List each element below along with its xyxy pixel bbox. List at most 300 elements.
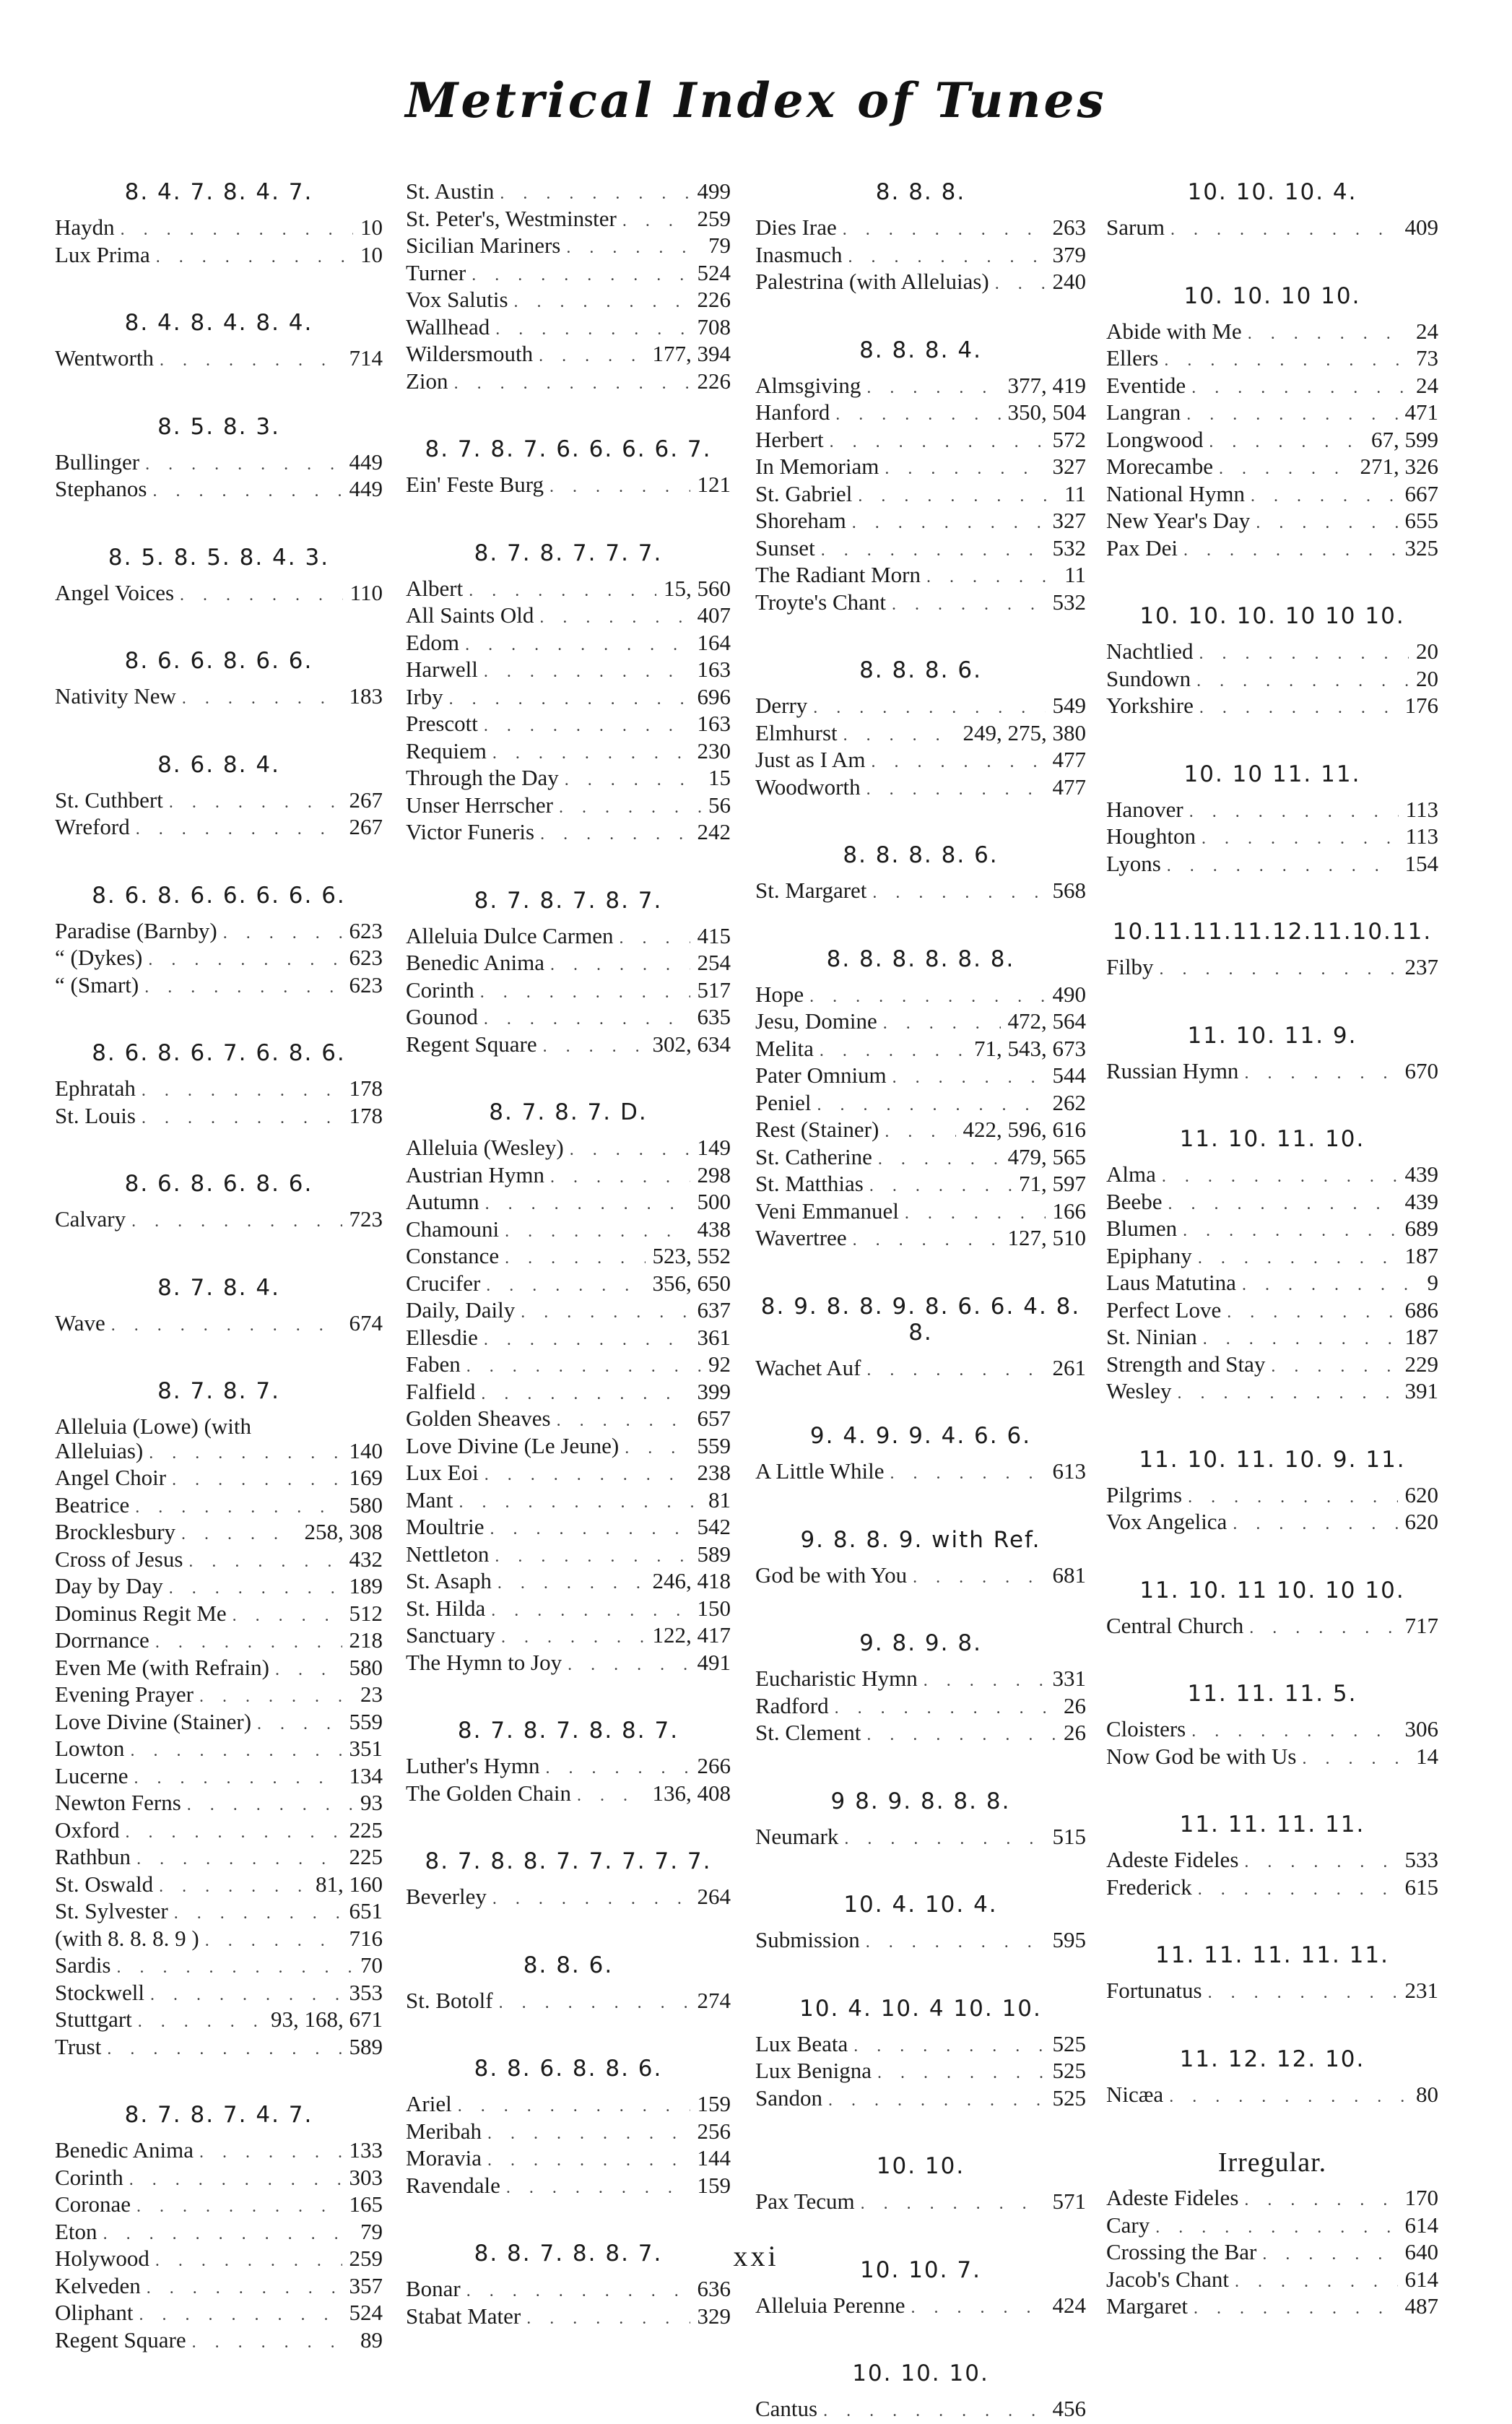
tune-name: A Little While [755, 1458, 885, 1484]
tune-entry [406, 2173, 731, 2201]
tune-entry [406, 2277, 731, 2304]
hymn-number: 532 [1052, 534, 1086, 560]
tune-name: Oxford [55, 1817, 120, 1843]
dot-leader [172, 1468, 342, 1493]
tune-entry [1106, 2213, 1438, 2241]
tune-name: Nachtlied [1106, 639, 1194, 664]
dot-leader [486, 1274, 645, 1299]
meter-section [1106, 1023, 1438, 1086]
hymn-number: 113 [1405, 823, 1438, 849]
tune-name: Dorrnance [55, 1627, 149, 1653]
dot-leader [550, 1166, 690, 1190]
meter-heading: 8. 7. 8. 7. [157, 1378, 280, 1404]
tune-entry [1106, 1717, 1438, 1744]
dot-leader [1244, 1062, 1397, 1086]
tune-name: Irby [406, 683, 443, 709]
tune-name: Bullinger [55, 449, 140, 475]
tune-name: Jacob's Chant [1106, 2266, 1230, 2292]
hymn-number: 9 [1427, 1270, 1438, 1295]
tune-name: Haydn [55, 215, 115, 240]
tune-name: Cantus [755, 2396, 818, 2421]
tune-entry [55, 1311, 383, 1338]
dot-leader [852, 511, 1046, 536]
tune-entry [55, 1414, 383, 1439]
dot-leader [1209, 430, 1364, 455]
dot-leader [866, 376, 1000, 401]
tune-entry [755, 2086, 1086, 2113]
dot-leader [995, 272, 1046, 297]
dot-leader [1249, 1616, 1397, 1641]
hymn-number: 708 [697, 313, 731, 339]
tune-name: Pax Dei [1106, 534, 1178, 560]
hymn-number: 449 [349, 449, 383, 475]
tune-name: Even Me (with Refrain) [55, 1654, 269, 1680]
tune-entry [1106, 1510, 1438, 1537]
dot-leader [844, 1827, 1045, 1852]
meter-heading: 11. 10. 11. 9. [1187, 1022, 1357, 1049]
tune-name: Wavertree [755, 1225, 847, 1250]
dot-leader [1183, 1219, 1397, 1244]
meter-section [755, 337, 1086, 618]
tune-name: St. Matthias [755, 1171, 864, 1196]
dot-leader [199, 2141, 342, 2165]
dot-leader [1198, 1878, 1398, 1903]
tune-entry [755, 1356, 1086, 1383]
tune-name: Trust [55, 2033, 102, 2059]
hymn-number: 716 [349, 1925, 383, 1951]
meter-section [55, 2102, 383, 2355]
meter-section [755, 946, 1086, 1253]
tune-name: Bonar [406, 2276, 461, 2301]
tune-entry [55, 1104, 383, 1131]
hymn-number: 568 [1052, 878, 1086, 903]
meter-section [406, 1848, 731, 1912]
dot-leader [485, 1192, 690, 1217]
tune-name: Almsgiving [755, 372, 861, 398]
hymn-number: 674 [349, 1310, 383, 1336]
section-spacer [755, 1486, 1086, 1527]
dot-leader [905, 1202, 1046, 1226]
tune-name: St. Catherine [755, 1143, 872, 1169]
hymn-number: 379 [1052, 241, 1086, 267]
hymn-number: 351 [349, 1736, 383, 1761]
tune-name: St. Ninian [1106, 1324, 1197, 1349]
hymn-number: 667 [1404, 480, 1438, 506]
hymn-number: 15, 560 [664, 575, 731, 601]
tune-entry [1106, 428, 1438, 455]
hymn-number: 306 [1404, 1716, 1438, 1741]
dot-leader [126, 1821, 342, 1845]
hymn-number: 230 [697, 737, 731, 763]
hymn-number: 163 [697, 711, 731, 736]
hymn-number: 26 [1064, 1692, 1086, 1718]
tune-entry [55, 1682, 383, 1710]
tune-entry [755, 428, 1086, 455]
hymn-number: 559 [697, 1432, 731, 1458]
dot-leader [121, 218, 353, 243]
hymn-number: 615 [1404, 1874, 1438, 1900]
dot-leader [495, 318, 690, 342]
tune-entry [55, 1655, 383, 1683]
hymn-number: 136, 408 [652, 1780, 731, 1806]
meter-section [755, 1527, 1086, 1590]
dot-leader [131, 1210, 342, 1234]
tune-entry [406, 951, 731, 978]
tune-name: Zion [406, 368, 448, 394]
tune-name: Russian Hymn [1106, 1057, 1239, 1083]
tune-entry [1106, 508, 1438, 536]
tune-name: Sandon [755, 2085, 822, 2111]
tune-entry [406, 1596, 731, 1624]
tune-name: Yorkshire [1106, 693, 1194, 718]
tune-entry [55, 243, 383, 270]
tune-name: Harwell [406, 657, 478, 682]
section-spacer [55, 2061, 383, 2102]
tune-name: Morecambe [1106, 454, 1214, 479]
meter-section [1106, 2046, 1438, 2110]
hymn-number: 229 [1404, 1351, 1438, 1377]
dot-leader [1188, 1486, 1397, 1510]
section-spacer [755, 1851, 1086, 1892]
meter-section [406, 1718, 731, 1808]
tune-name: Lux Prima [55, 241, 150, 267]
dot-leader [501, 1626, 646, 1650]
tune-entry [755, 693, 1086, 721]
hymn-number: 133 [349, 2137, 383, 2163]
dot-leader [484, 1008, 690, 1032]
tune-entry [406, 978, 731, 1005]
meter-section [755, 2360, 1086, 2424]
meter-heading: 8. 7. 8. 7. 7. 7. [474, 540, 663, 566]
hymn-number: 623 [349, 917, 383, 943]
dot-leader [182, 687, 342, 711]
hymn-number: 595 [1052, 1927, 1086, 1952]
hymn-number: 122, 417 [652, 1622, 731, 1648]
dot-leader [492, 1887, 690, 1912]
tune-name: Brocklesbury [55, 1519, 176, 1544]
dot-leader [449, 688, 690, 712]
tune-entry [406, 1135, 731, 1163]
hymn-number: 329 [697, 2303, 731, 2329]
hymn-number: 134 [349, 1762, 383, 1788]
dot-leader [147, 2277, 342, 2301]
tune-entry [755, 1825, 1086, 1852]
tune-entry [1106, 693, 1438, 721]
tune-entry [55, 1710, 383, 1737]
meter-heading: 8. 8. 7. 8. 8. 7. [474, 2241, 663, 2267]
dot-leader [199, 1685, 353, 1710]
tune-entry [755, 1036, 1086, 1064]
section-spacer [406, 500, 731, 540]
dot-leader [187, 1793, 353, 1818]
section-spacer [406, 1912, 731, 1952]
dot-leader [539, 345, 645, 369]
dot-leader [233, 1604, 342, 1629]
meter-section [55, 1378, 383, 2061]
dot-leader [848, 246, 1046, 270]
dot-leader [890, 1462, 1046, 1486]
dot-leader [107, 2038, 342, 2062]
tune-name: God be with You [755, 1562, 908, 1588]
tune-entry [1106, 1744, 1438, 1772]
section-spacer [55, 1000, 383, 1040]
section-spacer [55, 607, 383, 648]
section-spacer [55, 1234, 383, 1275]
dot-leader [180, 584, 343, 608]
tune-entry [406, 369, 731, 397]
tune-entry [55, 1601, 383, 1629]
tune-name: Beebe [1106, 1188, 1163, 1214]
tune-entry [406, 1569, 731, 1596]
dot-leader [577, 1784, 645, 1809]
meter-heading: 10. 10. 10 10. [1183, 282, 1361, 309]
tune-name: Autumn [406, 1189, 479, 1214]
tune-entry [406, 1244, 731, 1271]
tune-name: Mant [406, 1486, 453, 1512]
tune-name: Calvary [55, 1206, 126, 1232]
hymn-number: 140 [349, 1437, 383, 1463]
meter-heading: 10. 10. [876, 2153, 965, 2179]
tune-entry [406, 1406, 731, 1434]
hymn-number: 657 [697, 1406, 731, 1431]
page-number: xxi [733, 2240, 779, 2272]
dot-leader [883, 1012, 1001, 1036]
tune-name: Ein' Feste Burg [406, 472, 544, 497]
meter-heading: 10. 10. 10. 4. [1187, 179, 1357, 205]
meter-heading: 8. 8. 8. [875, 179, 966, 205]
tune-name: Prescott [406, 711, 478, 736]
dot-leader [911, 2296, 1045, 2321]
tune-name: Ellers [1106, 345, 1159, 371]
tune-name: Longwood [1106, 426, 1204, 452]
tune-name: Oliphant [55, 2300, 134, 2325]
meter-heading: 8. 7. 8. 8. 7. 7. 7. 7. 7. [425, 1848, 712, 1874]
section-spacer [755, 297, 1086, 337]
tune-name: Herbert [755, 426, 824, 452]
hymn-number: 10 [360, 215, 383, 240]
tune-name: Corinth [55, 2164, 123, 2190]
tune-name: St. Margaret [755, 878, 867, 903]
hymn-number: 149 [697, 1135, 731, 1160]
dot-leader [546, 1757, 690, 1781]
dot-leader [885, 1120, 955, 1145]
tune-name: Sanctuary [406, 1622, 495, 1648]
meter-heading: 10. 10 11. 11. [1183, 761, 1361, 787]
hymn-number: 15 [708, 765, 731, 790]
tune-name: Hanover [1106, 796, 1183, 822]
dot-leader [148, 948, 342, 973]
tune-entry [406, 1217, 731, 1245]
hymn-number: 636 [697, 2276, 731, 2301]
hymn-number: 231 [1404, 1978, 1438, 2003]
hymn-number: 439 [1404, 1188, 1438, 1214]
tune-entry [406, 315, 731, 342]
tune-entry [1106, 454, 1438, 482]
tune-name: Margaret [1106, 2293, 1189, 2319]
meter-section [406, 179, 731, 396]
tune-entry [406, 1488, 731, 1515]
tune-entry [755, 878, 1086, 906]
tune-name: Edom [406, 629, 460, 655]
tune-entry [406, 1884, 731, 1912]
hymn-number: 696 [697, 683, 731, 709]
dot-leader [149, 1442, 342, 1466]
tune-entry [406, 576, 731, 604]
dot-leader [459, 1491, 701, 1515]
hymn-number: 93 [360, 1790, 383, 1815]
tune-entry [55, 2274, 383, 2301]
hymn-number: 499 [697, 178, 731, 204]
meter-section [55, 648, 383, 711]
tune-name: Central Church [1106, 1612, 1244, 1638]
tune-name: Stockwell [55, 1979, 144, 2005]
dot-leader [1167, 854, 1398, 879]
tune-name: Falfield [406, 1378, 476, 1404]
dot-leader [878, 1148, 1001, 1172]
tune-name: St. Hilda [406, 1595, 486, 1621]
section-spacer [55, 269, 383, 310]
tune-entry [1106, 1978, 1438, 2006]
hymn-number: 262 [1052, 1089, 1086, 1115]
tune-name: St. Gabriel [755, 480, 853, 506]
tune-entry [755, 454, 1086, 482]
tune-entry [55, 1439, 383, 1466]
tune-entry [1106, 1271, 1438, 1298]
dot-leader [223, 922, 342, 946]
dot-leader [1191, 1720, 1397, 1744]
hymn-number: 559 [349, 1708, 383, 1734]
tune-entry [55, 788, 383, 815]
tune-name: Wentworth [55, 345, 154, 371]
hymn-number: 637 [697, 1297, 731, 1323]
dot-leader [192, 2331, 353, 2355]
tune-entry [755, 748, 1086, 775]
dot-leader [142, 1107, 342, 1131]
tune-name: Alleluia Dulce Carmen [406, 922, 614, 948]
hymn-number: 613 [1052, 1458, 1086, 1484]
hymn-number: 20 [1416, 639, 1438, 664]
meter-heading: 9. 8. 8. 9. with Ref. [800, 1526, 1041, 1553]
tune-entry [1106, 852, 1438, 879]
tune-entry [55, 1493, 383, 1520]
hymn-number: 274 [697, 1987, 731, 2013]
section-spacer [55, 842, 383, 883]
hymn-number: 169 [349, 1465, 383, 1490]
meter-section [755, 657, 1086, 802]
dot-leader [892, 593, 1046, 618]
tune-name: Moravia [406, 2145, 482, 2170]
tune-name: Lux Benigna [755, 2058, 872, 2083]
meter-heading: 8. 7. 8. 7. 6. 6. 6. 6. 7. [425, 436, 712, 462]
meter-heading: 8. 9. 8. 8. 9. 8. 6. 6. 4. 8. 8. [760, 1293, 1081, 1346]
tune-name: Albert [406, 575, 464, 601]
hymn-number: 479, 565 [1007, 1143, 1086, 1169]
section-spacer [1106, 1537, 1438, 1577]
tune-name: Alleluia Perenne [755, 2292, 905, 2318]
tune-name: Veni Emmanuel [755, 1198, 899, 1224]
tune-name: The Hymn to Joy [406, 1649, 562, 1675]
dot-leader [1169, 2085, 1409, 2110]
tune-name: Sardis [55, 1952, 111, 1978]
hymn-number: 24 [1416, 372, 1438, 398]
dot-leader [1159, 958, 1397, 982]
section-spacer [1106, 721, 1438, 761]
tune-entry [406, 1325, 731, 1353]
hymn-number: 542 [697, 1514, 731, 1539]
hymn-number: 240 [1052, 269, 1086, 294]
hymn-number: 620 [1404, 1509, 1438, 1534]
hymn-number: 689 [1404, 1216, 1438, 1241]
hymn-number: 178 [349, 1075, 383, 1101]
tune-entry [406, 472, 731, 500]
dot-leader [155, 1631, 342, 1655]
meter-section [406, 2056, 731, 2200]
tune-entry [406, 1032, 731, 1060]
hymn-number: 449 [349, 476, 383, 501]
tune-name: Pax Tecum [755, 2189, 855, 2214]
tune-entry [406, 1271, 731, 1299]
tune-name: Woodworth [755, 774, 861, 800]
dot-leader [1186, 403, 1397, 428]
tune-name: Palestrina (with Alleluias) [755, 269, 989, 294]
dot-leader [466, 2280, 690, 2304]
tune-entry [406, 1460, 731, 1488]
hymn-number: 302, 634 [652, 1031, 731, 1057]
meter-section [755, 1892, 1086, 1955]
tune-name: Gounod [406, 1004, 478, 1029]
dot-leader [1196, 670, 1409, 694]
tune-name: Strength and Stay [1106, 1351, 1266, 1377]
tune-entry [55, 1520, 383, 1547]
meter-section [1106, 1811, 1438, 1902]
tune-entry [55, 945, 383, 973]
tune-entry [755, 1199, 1086, 1226]
tune-entry [1106, 1059, 1438, 1086]
tune-entry [55, 1872, 383, 1900]
tune-name: Derry [755, 693, 808, 718]
tune-name: Lux Eoi [406, 1460, 479, 1485]
tune-name: Eventide [1106, 372, 1186, 398]
tune-name: Coronae [55, 2191, 131, 2217]
section-spacer [1106, 982, 1438, 1023]
meter-section [55, 179, 383, 269]
dot-leader [620, 927, 690, 951]
tune-entry [1106, 1244, 1438, 1271]
tune-entry [406, 342, 731, 369]
dot-leader [1183, 539, 1397, 563]
hymn-number: 517 [697, 977, 731, 1003]
meter-heading: Irregular. [1217, 2147, 1327, 2178]
meter-heading: 8. 6. 8. 6. 8. 6. [124, 1171, 313, 1197]
hymn-number: 26 [1064, 1720, 1086, 1745]
tune-name: Constance [406, 1243, 500, 1268]
tune-entry [55, 1818, 383, 1845]
tune-name: Lowton [55, 1736, 125, 1761]
meter-heading: 8. 8. 8. 4. [859, 337, 982, 363]
tune-entry [406, 1623, 731, 1650]
tune-entry [406, 2146, 731, 2173]
dot-leader [866, 1723, 1056, 1748]
dot-leader [861, 2192, 1046, 2217]
hymn-number: 144 [697, 2145, 731, 2170]
meter-section [755, 1788, 1086, 1852]
dot-leader [481, 1382, 690, 1407]
tune-name: Nativity New [55, 683, 176, 709]
hymn-number: 113 [1405, 796, 1438, 822]
meter-heading: 8. 6. 8. 6. 7. 6. 8. 6. [92, 1040, 346, 1066]
section-spacer [406, 396, 731, 436]
tune-entry [55, 1736, 383, 1764]
